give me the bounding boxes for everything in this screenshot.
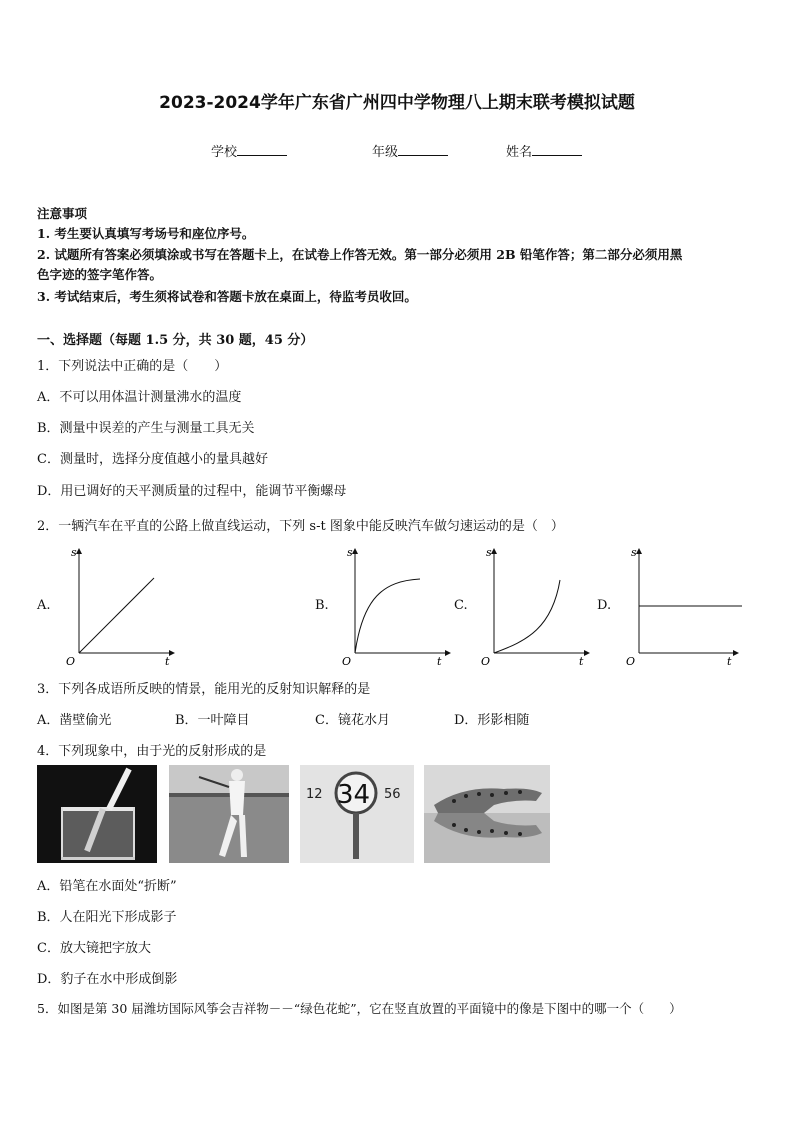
question-4-option-d: D．豹子在水中形成倒影 (37, 972, 178, 987)
name-blank (532, 143, 582, 156)
school-label: 学校 (211, 145, 238, 160)
magnifier-text-left: 12 (306, 787, 323, 802)
axis-s-label: s (71, 546, 77, 559)
graph-c (477, 543, 592, 668)
grade-field (372, 141, 448, 160)
note-item: 色字迹的签字笔作答。 (37, 267, 163, 282)
question-1-option-a: A．不可以用体温计测量沸水的温度 (37, 390, 242, 405)
question-1-stem: 1．下列说法中正确的是（ ） (37, 359, 228, 374)
graph-d-label: D. (597, 598, 612, 613)
question-5-stem: 5．如图是第 30 届潍坊国际风筝会吉祥物－－“绿色花蛇”，它在竖直放置的平面镜中的像是下图中的哪一个（ ） (37, 1001, 682, 1016)
axis-s-label: s (347, 546, 353, 559)
question-4-option-c: C．放大镜把字放大 (37, 941, 151, 956)
grade-blank (398, 143, 448, 156)
s-t-line (79, 578, 154, 653)
question-1-option-d: D．用已调好的天平测质量的过程中，能调节平衡螺母 (37, 484, 347, 499)
school-field (211, 141, 287, 160)
graph-d (622, 543, 742, 668)
notes-heading: 注意事项 (37, 206, 88, 221)
note-item: 3. 考试结束后，考生须将试卷和答题卡放在桌面上，待监考员收回。 (37, 289, 417, 304)
question-3-option-a: A．凿壁偷光 (37, 713, 112, 728)
magnifier-text-right: 56 (384, 787, 401, 802)
axis-t-label: t (727, 655, 732, 668)
axis-t-label: t (165, 655, 170, 668)
note-item: 2. 试题所有答案必须填涂或书写在答题卡上，在试卷上作答无效。第一部分必须用 2B 铅笔作答；第二部分必须用黑 (37, 247, 683, 262)
question-1-option-c: C．测量时，选择分度值越小的量具越好 (37, 452, 268, 467)
school-blank (237, 143, 287, 156)
axis-s-label: s (486, 546, 492, 559)
question-2-stem: 2．一辆汽车在平直的公路上做直线运动，下列 s-t 图象中能反映汽车做匀速运动的是（ ） (37, 519, 564, 534)
graph-b (338, 543, 453, 668)
axis-s-label: s (631, 546, 637, 559)
name-field (506, 141, 582, 160)
origin-label: O (66, 655, 76, 668)
graph-b-label: B. (315, 598, 329, 613)
name-label: 姓名 (506, 145, 533, 160)
s-t-curve (494, 580, 560, 653)
graph-a (62, 543, 177, 668)
magnifier-text-center: 34 (337, 780, 371, 810)
axis-t-label: t (579, 655, 584, 668)
question-4-option-a: A．铅笔在水面处“折断” (37, 879, 177, 894)
question-4-option-b: B．人在阳光下形成影子 (37, 910, 177, 925)
grade-label: 年级 (372, 145, 399, 160)
origin-label: O (626, 655, 636, 668)
person-shadow-image (169, 765, 289, 863)
origin-label: O (342, 655, 352, 668)
origin-label: O (481, 655, 491, 668)
graph-c-label: C. (454, 598, 468, 613)
leopard-reflection-image (424, 765, 550, 863)
page-title: 2023-2024学年广东省广州四中学物理八上期末联考模拟试题 (159, 93, 635, 113)
s-t-curve (355, 579, 420, 653)
question-3-option-c: C．镜花水月 (315, 713, 390, 728)
note-item: 1. 考生要认真填写考场号和座位序号。 (37, 226, 255, 241)
pencil-in-water-image (37, 765, 157, 863)
question-4-stem: 4．下列现象中，由于光的反射形成的是 (37, 744, 267, 759)
question-1-option-b: B．测量中误差的产生与测量工具无关 (37, 421, 255, 436)
graph-a-label: A. (37, 598, 51, 613)
question-3-option-b: B．一叶障目 (175, 713, 250, 728)
section-heading: 一、选择题（每题 1.5 分，共 30 题，45 分） (37, 333, 314, 348)
question-3-stem: 3．下列各成语所反映的情景，能用光的反射知识解释的是 (37, 682, 371, 697)
question-3-option-d: D．形影相随 (454, 713, 530, 728)
axis-t-label: t (437, 655, 442, 668)
magnifier-image (300, 765, 414, 863)
